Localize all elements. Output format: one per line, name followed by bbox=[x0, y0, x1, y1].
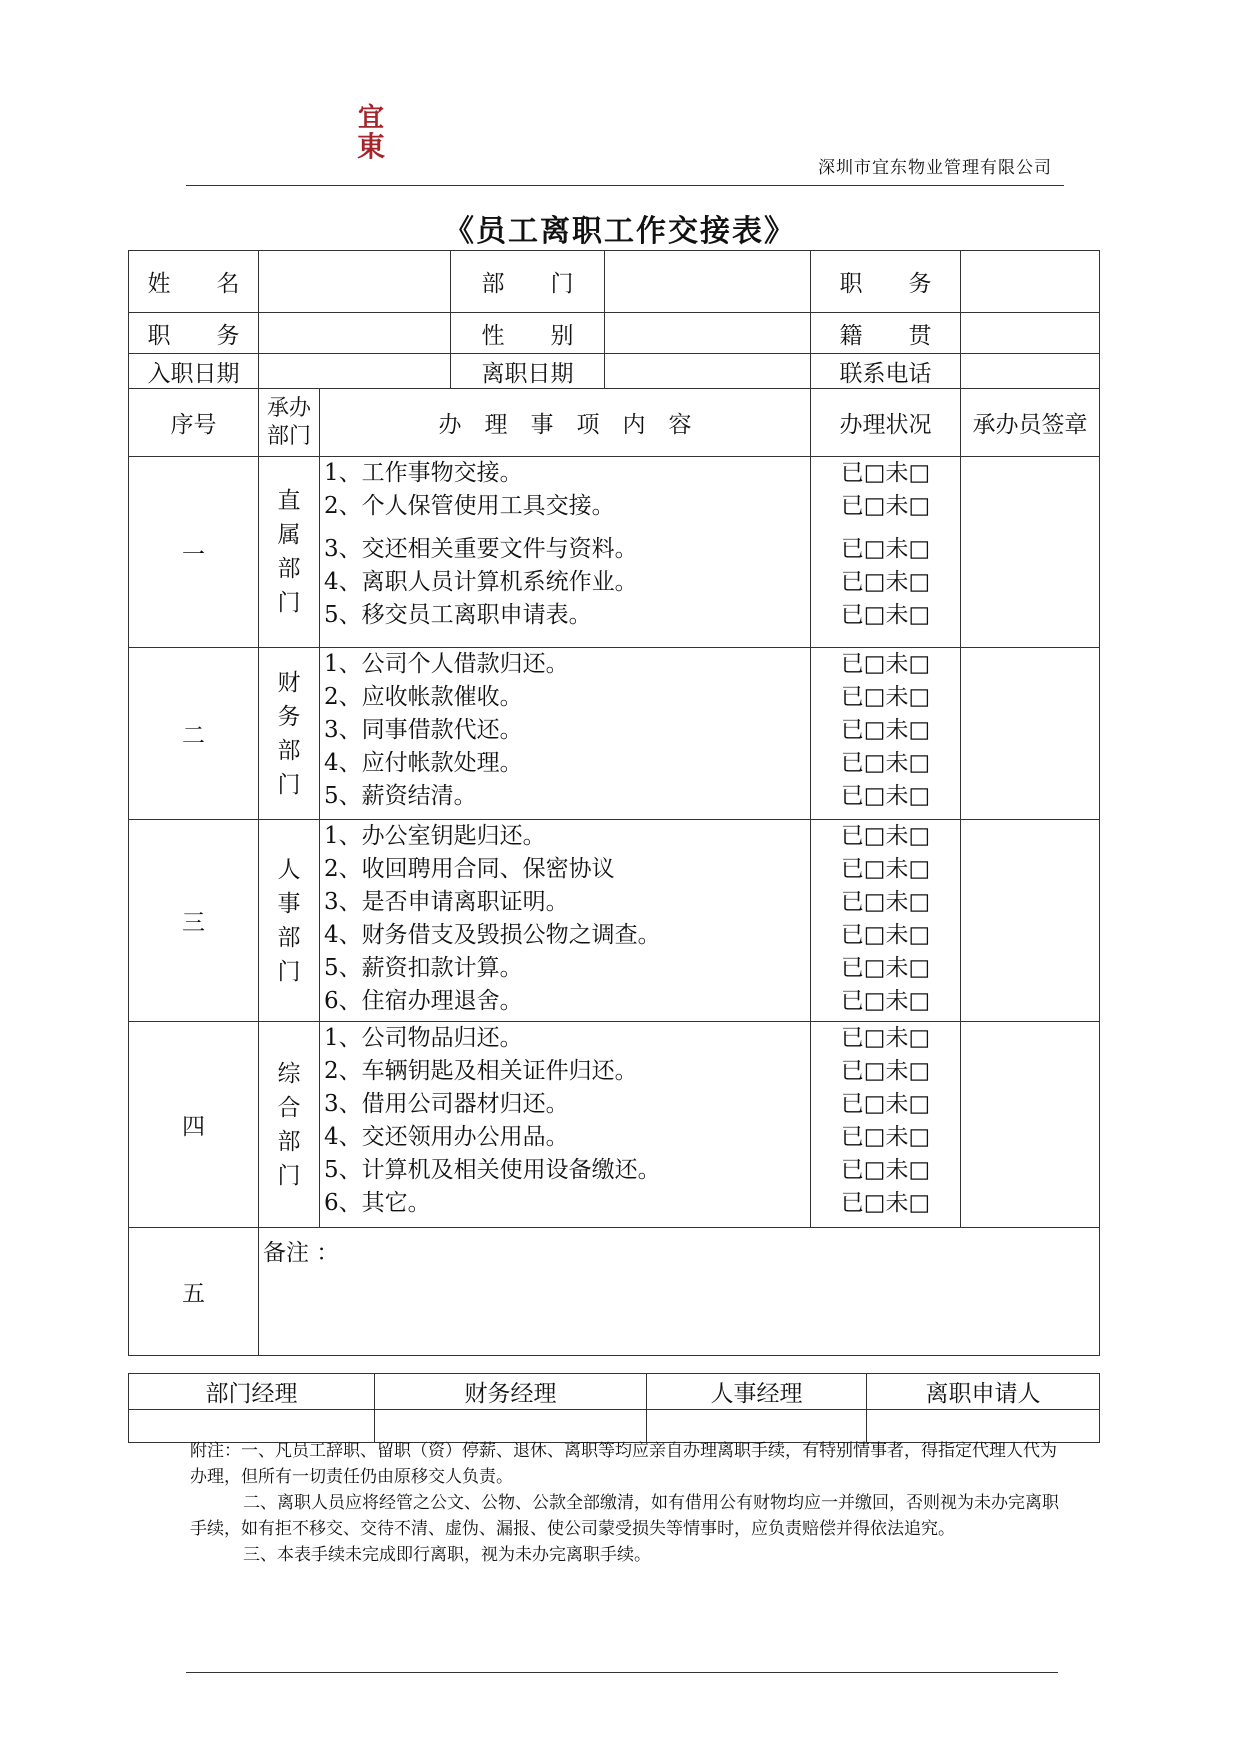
list-item: 5、薪资扣款计算。 bbox=[324, 955, 523, 981]
label-join-date: 入职日期 bbox=[129, 354, 259, 389]
svg-text:宜: 宜 bbox=[357, 103, 385, 133]
list-item: 1、工作事物交接。 bbox=[324, 460, 523, 486]
list-item: 1、公司个人借款归还。 bbox=[324, 651, 569, 677]
header-seal: 承办员签章 bbox=[961, 389, 1100, 457]
section-row bbox=[129, 648, 1100, 820]
company-logo bbox=[343, 96, 399, 162]
label-phone: 联系电话 bbox=[811, 354, 961, 389]
section-items bbox=[320, 1022, 811, 1228]
remarks-field[interactable]: 备注 ： bbox=[259, 1228, 1100, 1356]
value-gender[interactable] bbox=[605, 313, 811, 354]
handover-table bbox=[128, 250, 1100, 1356]
list-item: 3、同事借款代还。 bbox=[324, 717, 523, 743]
list-item: 6、住宿办理退舍。 bbox=[324, 988, 523, 1014]
header-content: 办 理 事 项 内 容 bbox=[320, 389, 811, 457]
list-item: 2、应收帐款催收。 bbox=[324, 684, 523, 710]
note-1: 附注：一、凡员工辞职、留职（资）停薪、退休、离职等均应亲自办理离职手续，有特别情事者，得指定代理人代为办理，但所有一切责任仍由原移交人负责。 bbox=[190, 1441, 1057, 1487]
list-item: 5、移交员工离职申请表。 bbox=[324, 602, 592, 628]
header-status: 办理状况 bbox=[811, 389, 961, 457]
label-gender: 性 别 bbox=[451, 313, 605, 354]
header-dept: 承办部门 bbox=[259, 389, 320, 457]
sig-label-dept-manager: 部门经理 bbox=[129, 1374, 375, 1410]
section-number: 四 bbox=[129, 1022, 259, 1228]
section-number: 三 bbox=[129, 820, 259, 1022]
value-name[interactable] bbox=[259, 251, 451, 313]
list-item: 1、办公室钥匙归还。 bbox=[324, 823, 546, 849]
signature-table bbox=[128, 1373, 1100, 1443]
seal-cell[interactable] bbox=[961, 457, 1100, 648]
sig-label-applicant: 离职申请人 bbox=[867, 1374, 1100, 1410]
section-status[interactable]: 已□未□ 已□未□ 已□未□ 已□未□ 已□未□ 已□未□ bbox=[811, 820, 961, 1022]
list-item: 6、其它。 bbox=[324, 1190, 431, 1216]
section-row bbox=[129, 820, 1100, 1022]
footnotes bbox=[190, 1438, 1062, 1568]
list-item: 1、公司物品归还。 bbox=[324, 1025, 523, 1051]
section-row bbox=[129, 1228, 1100, 1356]
header-no: 序号 bbox=[129, 389, 259, 457]
section-dept: 综 合 部 门 bbox=[259, 1022, 320, 1228]
section-items bbox=[320, 820, 811, 1022]
value-phone[interactable] bbox=[961, 354, 1100, 389]
label-dept: 部 门 bbox=[451, 251, 605, 313]
list-item: 5、薪资结清。 bbox=[324, 783, 477, 809]
value-origin[interactable] bbox=[961, 313, 1100, 354]
section-row bbox=[129, 457, 1100, 648]
sig-label-finance-manager: 财务经理 bbox=[375, 1374, 647, 1410]
section-dept: 财 务 部 门 bbox=[259, 648, 320, 820]
value-position-2[interactable] bbox=[259, 313, 451, 354]
footer-divider bbox=[186, 1672, 1058, 1673]
value-leave-date[interactable] bbox=[605, 354, 811, 389]
section-status[interactable]: 已□未□ 已□未□ 已□未□ 已□未□ 已□未□ 已□未□ bbox=[811, 1022, 961, 1228]
label-leave-date: 离职日期 bbox=[451, 354, 605, 389]
list-item: 4、离职人员计算机系统作业。 bbox=[324, 569, 638, 595]
list-item: 4、交还领用办公用品。 bbox=[324, 1124, 569, 1150]
company-name: 深圳市宜东物业管理有限公司 bbox=[818, 158, 1052, 178]
list-item: 2、车辆钥匙及相关证件归还。 bbox=[324, 1058, 638, 1084]
label-name: 姓 名 bbox=[129, 251, 259, 313]
label-position-2: 职 务 bbox=[129, 313, 259, 354]
list-item: 3、是否申请离职证明。 bbox=[324, 889, 569, 915]
section-row bbox=[129, 1022, 1100, 1228]
list-item: 4、应付帐款处理。 bbox=[324, 750, 523, 776]
value-position[interactable] bbox=[961, 251, 1100, 313]
value-join-date[interactable] bbox=[259, 354, 451, 389]
label-origin: 籍 贯 bbox=[811, 313, 961, 354]
section-dept: 人 事 部 门 bbox=[259, 820, 320, 1022]
label-position: 职 务 bbox=[811, 251, 961, 313]
sig-label-hr-manager: 人事经理 bbox=[647, 1374, 867, 1410]
list-item: 2、收回聘用合同、保密协议 bbox=[324, 856, 615, 882]
seal-cell[interactable] bbox=[961, 648, 1100, 820]
value-dept[interactable] bbox=[605, 251, 811, 313]
note-2: 二、离职人员应将经管之公文、公物、公款全部缴清，如有借用公有财物均应一并缴回，否则视为未办完离职手续，如有拒不移交、交待不清、虚伪、漏报、使公司蒙受损失等情事时，应负责赔偿并得依法追究。 bbox=[190, 1493, 1059, 1539]
header-divider bbox=[186, 185, 1064, 186]
section-dept: 直 属 部 门 bbox=[259, 457, 320, 648]
seal-cell[interactable] bbox=[961, 820, 1100, 1022]
list-item: 2、个人保管使用工具交接。 bbox=[324, 493, 615, 519]
section-items bbox=[320, 648, 811, 820]
section-number: 五 bbox=[129, 1228, 259, 1356]
page-title: 《员工离职工作交接表》 bbox=[444, 214, 796, 249]
svg-text:東: 東 bbox=[356, 130, 386, 162]
section-status[interactable]: 已□未□ 已□未□ 已□未□ 已□未□ 已□未□ bbox=[811, 457, 961, 648]
note-3: 三、本表手续未完成即行离职，视为未办完离职手续。 bbox=[243, 1545, 651, 1565]
list-item: 3、交还相关重要文件与资料。 bbox=[324, 536, 638, 562]
section-number: 二 bbox=[129, 648, 259, 820]
section-number: 一 bbox=[129, 457, 259, 648]
seal-cell[interactable] bbox=[961, 1022, 1100, 1228]
list-item: 4、财务借支及毁损公物之调查。 bbox=[324, 922, 661, 948]
list-item: 3、借用公司器材归还。 bbox=[324, 1091, 569, 1117]
list-item: 5、计算机及相关使用设备缴还。 bbox=[324, 1157, 661, 1183]
section-status[interactable]: 已□未□ 已□未□ 已□未□ 已□未□ 已□未□ bbox=[811, 648, 961, 820]
section-items bbox=[320, 457, 811, 648]
